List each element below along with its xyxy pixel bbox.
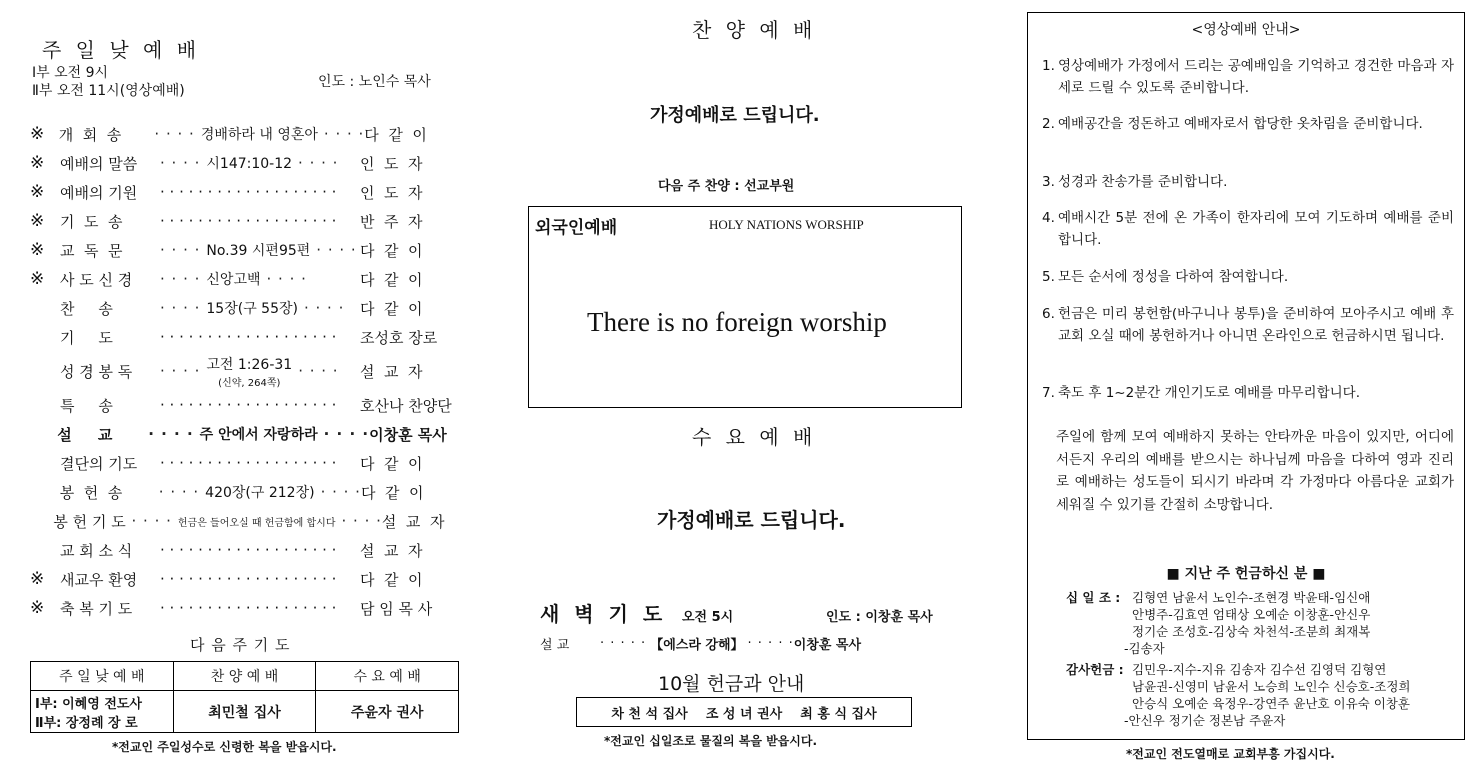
thanks-label: 감사헌금 : [1066, 662, 1124, 677]
order-name: 예배의 말씀 [60, 154, 138, 173]
offering-line: 정기순 조성호-김상숙 차천석-조분희 최재복 [1132, 624, 1371, 639]
order-mark: ※ [30, 153, 45, 173]
order-content-text: 경배하라 내 영혼아 [200, 127, 318, 143]
order-leader: 다 같 이 [360, 299, 423, 318]
order-content: · · · · No.39 시편95편 · · · · [160, 241, 357, 259]
dawn-dots-r: · · · · · [747, 636, 794, 651]
dawn-prayer-time: 오전 5시 [682, 610, 734, 625]
order-leader: 설 교 자 [381, 512, 445, 531]
middle-footer-note: *전교인 십일조로 물질의 복을 받읍시다. [604, 734, 818, 748]
order-content-text: 시147:10-12 [206, 156, 293, 172]
order-name: 축 복 기 도 [60, 599, 133, 618]
order-content: · · · · 15장(구 55장) · · · · [160, 299, 345, 317]
order-mark: ※ [30, 124, 45, 144]
left-footer-note: *전교인 주일성수로 신령한 복을 받읍시다. [112, 740, 337, 754]
praise-home-notice: 가정예배로 드립니다. [650, 105, 820, 126]
order-row [30, 480, 460, 504]
order-content: · · · · 주 안에서 자랑하라 · · · · [148, 425, 370, 443]
guide-item [1042, 171, 1454, 193]
order-leader: 설 교 자 [360, 541, 423, 560]
foreign-worship-box [528, 206, 962, 408]
order-row [30, 267, 460, 291]
order-name: 설 교 [57, 425, 113, 444]
order-name: 기 도 송 [60, 212, 123, 231]
order-mark: ※ [30, 598, 45, 618]
order-content-text: 420장(구 212장) [205, 485, 315, 501]
offering-line: 안승식 오예순 육정우-강연주 윤난호 이유숙 이창훈 [1132, 696, 1410, 711]
order-row [30, 509, 460, 533]
dawn-prayer-leader: 인도 : 이창훈 목사 [826, 610, 933, 625]
video-worship-title: <영상예배 안내> [1191, 22, 1301, 38]
guide-item-text: 예배시간 5분 전에 온 가족이 한자리에 모여 기도하며 예배를 준비합니다. [1058, 210, 1454, 248]
order-mark: ※ [30, 182, 45, 202]
guide-item-number: 3. [1042, 174, 1055, 190]
praise-worship-title: 찬 양 예 배 [692, 18, 817, 42]
order-leader: 반 주 자 [360, 212, 423, 231]
order-row [30, 122, 460, 146]
main-worship-title: 주 일 낮 예 배 [42, 38, 201, 62]
closing-message: 주일에 함께 모여 예배하지 못하는 안타까운 마음이 있지만, 어디에서든지 우리의 예배를 받으시는 하나님께 마음을 다하여 영과 진리로 예배하는 성도들이 되시기 바라며 각 가정마다 아름다운 교회가 세워질 수 있기를 간절히 소망합니다. [1056, 429, 1454, 513]
guide-item-number: 4. [1042, 210, 1055, 226]
guide-item [1042, 207, 1454, 251]
dawn-dots-l: · · · · · [600, 636, 647, 651]
order-name: 사 도 신 경 [60, 270, 133, 289]
order-row [30, 393, 460, 417]
dawn-sermon-title: 【에스라 강해】 [650, 638, 744, 653]
order-content: · · · · · · · · · · · · · · · · · · · [160, 396, 337, 414]
offering-line: 안병주-김효연 엄태상 오예순 이창훈-안신우 [1132, 607, 1371, 622]
offering-line: 김민우-지수-지유 김송자 김수선 김영덕 김형연 [1132, 662, 1387, 677]
order-mark: ※ [30, 240, 45, 260]
order-content: · · · · 신앙고백 · · · · [160, 270, 307, 288]
order-name: 기 도 [60, 328, 113, 347]
offering-names-box: 차 천 석 집사 조 성 녀 권사 최 홍 식 집사 [576, 697, 912, 727]
order-name: 예배의 기원 [60, 183, 138, 202]
prayer-header-wednesday: 수 요 예 배 [316, 662, 459, 691]
order-content: · · · · · · · · · · · · · · · · · · · [160, 541, 337, 559]
guide-item-text: 모든 순서에 정성을 다하여 참여합니다. [1058, 269, 1289, 285]
prayer-header-praise: 찬 양 예 배 [173, 662, 316, 691]
order-mark: ※ [30, 211, 45, 231]
order-name: 봉 헌 송 [59, 483, 123, 502]
guide-item [1042, 113, 1454, 135]
service-time-1: Ⅰ부 오전 9시 [32, 65, 109, 81]
right-footer-note: *전교인 전도열매로 교회부흥 가집시다. [1126, 747, 1335, 761]
order-row [30, 354, 460, 388]
order-leader: 다 같 이 [360, 570, 423, 589]
order-name: 새교우 환영 [60, 570, 138, 589]
order-leader: 다 같 이 [360, 454, 423, 473]
thanks-list [1124, 661, 1411, 729]
order-content: · · · · 시147:10-12 · · · · [160, 154, 339, 172]
order-name: 결단의 기도 [60, 454, 138, 473]
order-mark: ※ [30, 569, 45, 589]
prayer-cell-wednesday: 주윤자 권사 [316, 691, 459, 733]
service-time-2: Ⅱ부 오전 11시(영상예배) [32, 83, 185, 99]
guide-item [1042, 266, 1454, 288]
guide-item-text: 축도 후 1~2분간 개인기도로 예배를 마무리합니다. [1058, 385, 1361, 401]
order-content: · · · · 경배하라 내 영혼아 · · · · [154, 125, 365, 143]
offering-line: 남윤권-신영미 남윤서 노승희 노인수 신승호-조정희 [1132, 679, 1411, 694]
tithe-label: 십 일 조 : [1066, 590, 1121, 605]
order-leader: 이창훈 목사 [369, 425, 447, 444]
guide-item-number: 2. [1042, 116, 1055, 132]
order-content: · · · · · · · · · · · · · · · · · · · [160, 599, 337, 617]
order-row [30, 180, 460, 204]
order-name: 교 독 문 [60, 241, 123, 260]
prayer-cell-praise: 최민철 집사 [173, 691, 316, 733]
guide-item [1042, 55, 1454, 99]
order-content-text: 신앙고백 [206, 272, 261, 288]
tithe-list [1124, 589, 1371, 657]
next-prayer-title: 다 음 주 기 도 [190, 636, 291, 654]
order-content: · · · · 고전 1:26-31 (신약, 264쪽) · · · · [160, 354, 360, 389]
next-praise: 다음 주 찬양 : 선교부원 [658, 179, 795, 194]
guide-item-text: 헌금은 미리 봉헌함(바구니나 봉투)을 준비하여 모아주시고 예배 후 교회 오실 때에 봉헌하거나 아니면 온라인으로 헌금하시면 됩니다. [1058, 306, 1454, 344]
prayer-header-sunday: 주 일 낮 예 배 [31, 662, 174, 691]
order-content-sub: (신약, 264쪽) [218, 377, 281, 389]
order-leader: 설 교 자 [360, 362, 423, 381]
order-content: · · · · · · · · · · · · · · · · · · · [160, 454, 337, 472]
offering-guide-title: 10월 헌금과 안내 [658, 673, 805, 695]
order-row [30, 209, 460, 233]
order-leader: 다 같 이 [360, 270, 423, 289]
order-leader: 인 도 자 [360, 183, 423, 202]
order-content: · · · · 420장(구 212장) · · · · [158, 483, 361, 501]
guide-item-text: 예배공간을 정돈하고 예배자로서 합당한 옷차림을 준비합니다. [1058, 116, 1423, 132]
dawn-prayer-title: 새 벽 기 도 [540, 602, 667, 626]
order-row [30, 238, 460, 262]
offering-line: -김송자 [1124, 641, 1165, 656]
next-prayer-table [30, 661, 459, 733]
dawn-sermon-row [540, 634, 950, 653]
order-row [30, 325, 460, 349]
prayer-sunday-2: Ⅱ부: 장정례 장 로 [35, 715, 138, 731]
offering-line: 김형연 남윤서 노인수-조현경 박윤태-임신애 [1132, 590, 1371, 605]
dawn-sermon-label: 설 교 [540, 638, 570, 653]
order-content: · · · · · · · · · · · · · · · · · · · [160, 570, 337, 588]
order-name: 봉 헌 기 도 [53, 512, 126, 531]
order-leader: 호산나 찬양단 [360, 396, 452, 415]
order-leader: 다 같 이 [360, 483, 424, 502]
prayer-cell-sunday [31, 691, 174, 733]
order-row [30, 451, 460, 475]
guide-item-number: 6. [1042, 306, 1055, 322]
order-name: 특 송 [60, 396, 113, 415]
order-row [30, 538, 460, 562]
guide-item [1042, 303, 1454, 347]
dawn-sermon-leader: 이창훈 목사 [793, 638, 862, 653]
worship-leader: 인도 : 노인수 목사 [318, 74, 431, 90]
order-content: · · · · · · · · · · · · · · · · · · · [160, 328, 337, 346]
order-leader: 다 같 이 [364, 125, 427, 144]
order-row [30, 567, 460, 591]
guide-item-number: 5. [1042, 269, 1055, 285]
prayer-sunday-1: Ⅰ부: 이혜영 전도사 [35, 696, 142, 712]
order-row [30, 596, 460, 620]
guide-item-text: 성경과 찬송가를 준비합니다. [1058, 174, 1228, 190]
wednesday-worship-title: 수 요 예 배 [692, 425, 817, 449]
order-name: 개 회 송 [58, 125, 122, 144]
order-leader: 인 도 자 [360, 154, 423, 173]
order-content-text: 고전 1:26-31 [206, 356, 293, 373]
order-content: · · · · · · · · · · · · · · · · · · · [160, 212, 337, 230]
order-content-text: 15장(구 55장) [206, 301, 298, 317]
order-content-text: 헌금은 들어오실 때 헌금함에 합시다 [177, 517, 336, 529]
order-mark: ※ [30, 269, 45, 289]
foreign-worship-title: 외국인예배 [535, 218, 618, 238]
guide-item-number: 1. [1042, 58, 1055, 74]
order-content-text: No.39 시편95편 [206, 243, 311, 259]
order-row [30, 422, 460, 446]
order-name: 교 회 소 식 [60, 541, 133, 560]
order-content-text: 주 안에서 자랑하라 [199, 427, 318, 443]
order-row [30, 296, 460, 320]
foreign-worship-english: HOLY NATIONS WORSHIP [709, 217, 864, 232]
guide-item [1042, 382, 1454, 404]
order-leader: 조성호 장로 [360, 328, 438, 347]
offering-line: -안신우 정기순 정본남 주윤자 [1124, 713, 1286, 728]
order-row [30, 151, 460, 175]
wednesday-home-notice: 가정예배로 드립니다. [657, 508, 846, 532]
foreign-worship-message: There is no foreign worship [587, 307, 887, 337]
guide-item-text: 영상예배가 가정에서 드리는 공예배임을 기억하고 경건한 마음과 자세로 드릴 수 있도록 준비합니다. [1058, 58, 1454, 96]
offering-list-title: ■ 지난 주 헌금하신 분 ■ [1166, 566, 1326, 582]
order-leader: 다 같 이 [360, 241, 423, 260]
guide-item-number: 7. [1042, 385, 1055, 401]
order-name: 성 경 봉 독 [60, 362, 133, 381]
order-content: · · · · · · · · · · · · · · · · · · · [160, 183, 337, 201]
video-worship-box [1027, 12, 1465, 740]
order-leader: 담 임 목 사 [360, 599, 433, 618]
order-content: · · · · 헌금은 들어오실 때 헌금함에 합시다 · · · · [131, 512, 382, 530]
order-name: 찬 송 [60, 299, 113, 318]
